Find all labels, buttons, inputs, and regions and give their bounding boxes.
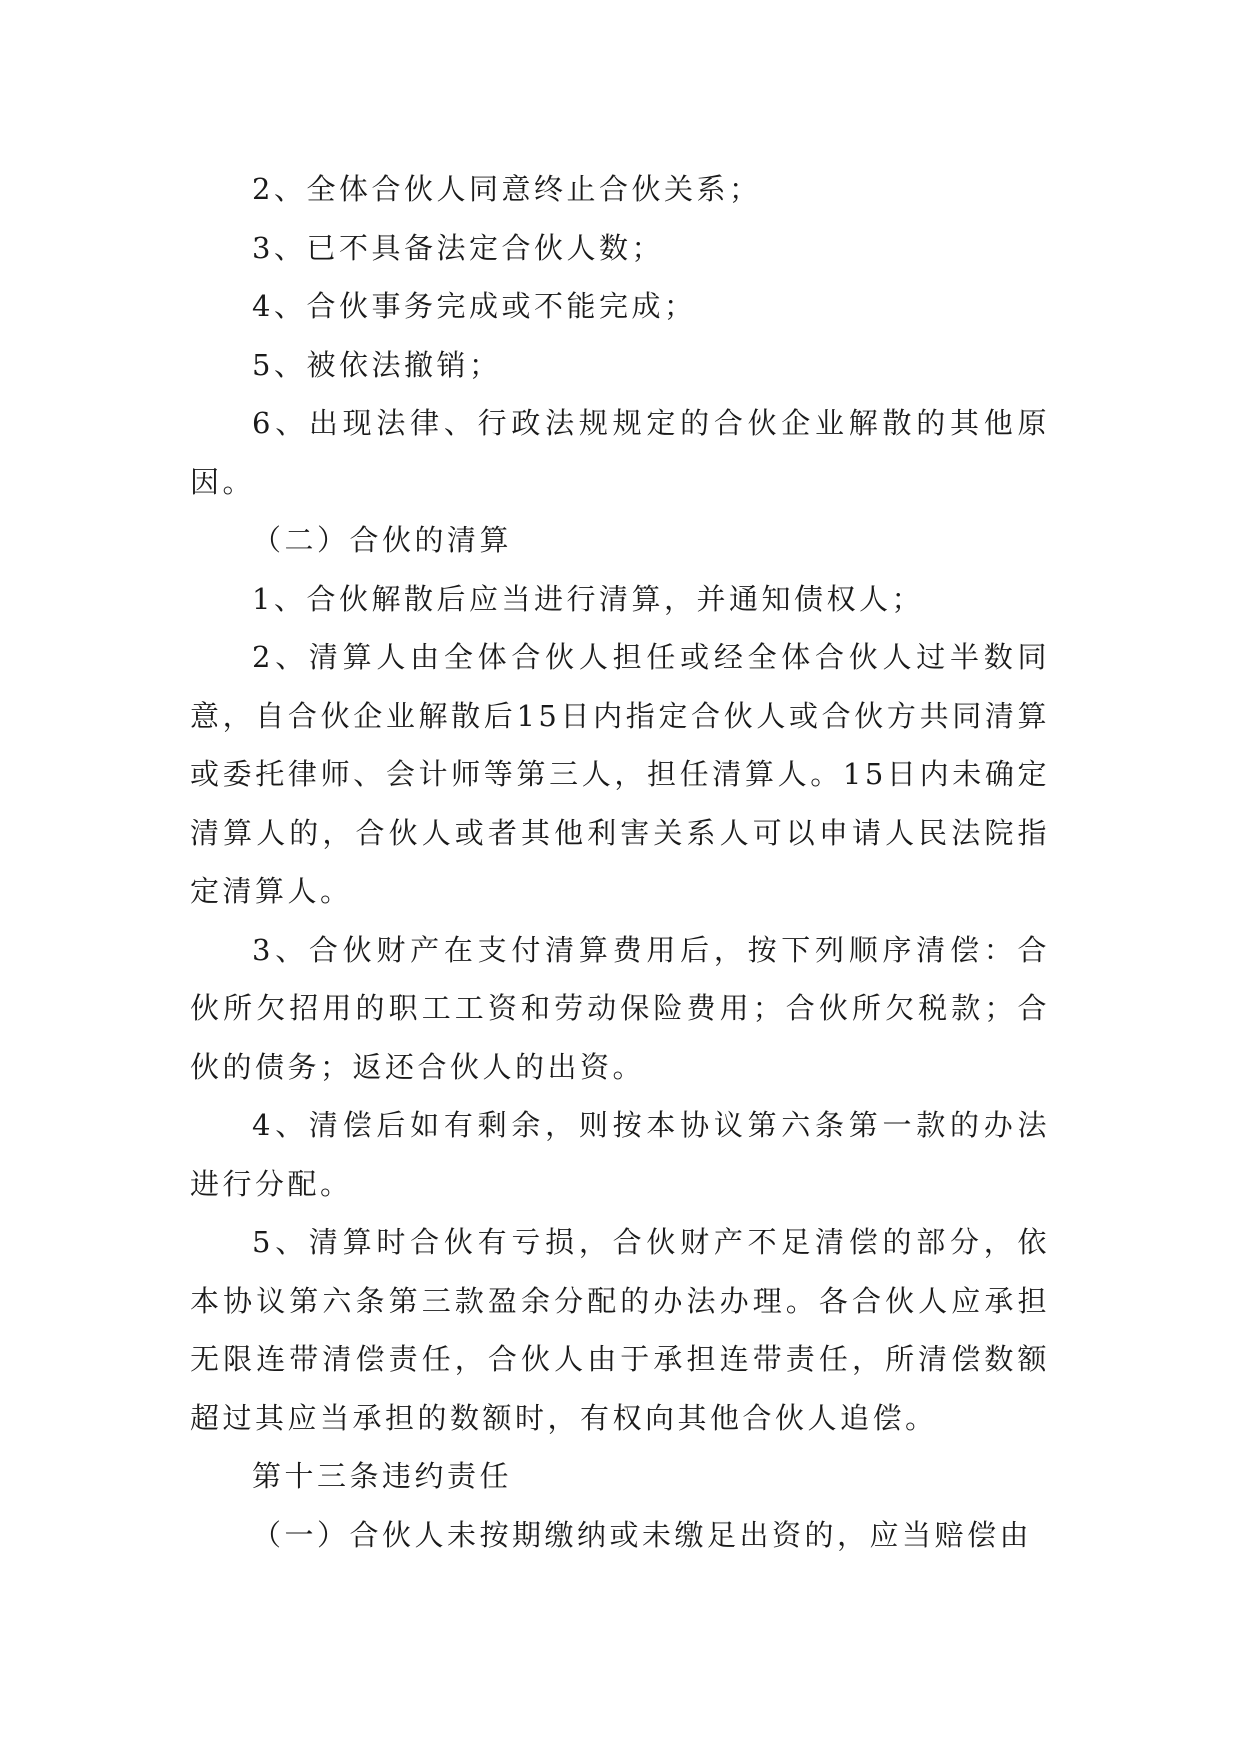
paragraph-liquidation-item-3: 3、合伙财产在支付清算费用后，按下列顺序清偿：合伙所欠招用的职工工资和劳动保险费用；合伙所欠税款；合伙的债务；返还合伙人的出资。 [190,932,1050,1084]
paragraph-liquidation-item-1: 1、合伙解散后应当进行清算，并通知债权人； [252,581,924,616]
paragraph-item-3-insufficient-partners: 3、已不具备法定合伙人数； [252,230,664,265]
paragraph-liquidation-item-4: 4、清偿后如有剩余，则按本协议第六条第一款的办法进行分配。 [190,1108,1050,1201]
section-heading-liquidation: （二）合伙的清算 [252,523,513,557]
document-body [190,160,1050,1564]
paragraph-item-2-unanimous-termination: 2、全体合伙人同意终止合伙关系； [252,172,762,206]
paragraph-liquidation-item-2: 2、清算人由全体合伙人担任或经全体合伙人过半数同意，自合伙企业解散后15日内指定合伙人或合伙方共同清算或委托律师、会计师等第三人，担任清算人。15日内未确定清算人的，合伙人或者其他利害关系人可以申请人民法院指定清算人。 [190,640,1050,908]
paragraph-item-6-other-reasons: 6、出现法律、行政法规规定的合伙企业解散的其他原因。 [190,406,1050,499]
paragraph-item-4-affairs-completed: 4、合伙事务完成或不能完成； [252,289,697,323]
article-heading-breach-liability: 第十三条违约责任 [252,1459,513,1493]
paragraph-item-5-revoked: 5、被依法撤销； [252,347,502,382]
paragraph-liquidation-item-5: 5、清算时合伙有亏损，合伙财产不足清偿的部分，依本协议第六条第三款盈余分配的办法办理。各合伙人应承担无限连带清偿责任，合伙人由于承担连带责任，所清偿数额超过其应当承担的数额时，有权向其他合伙人追偿。 [190,1225,1050,1435]
paragraph-breach-item-1: （一）合伙人未按期缴纳或未缴足出资的，应当赔偿由 [252,1517,1033,1552]
